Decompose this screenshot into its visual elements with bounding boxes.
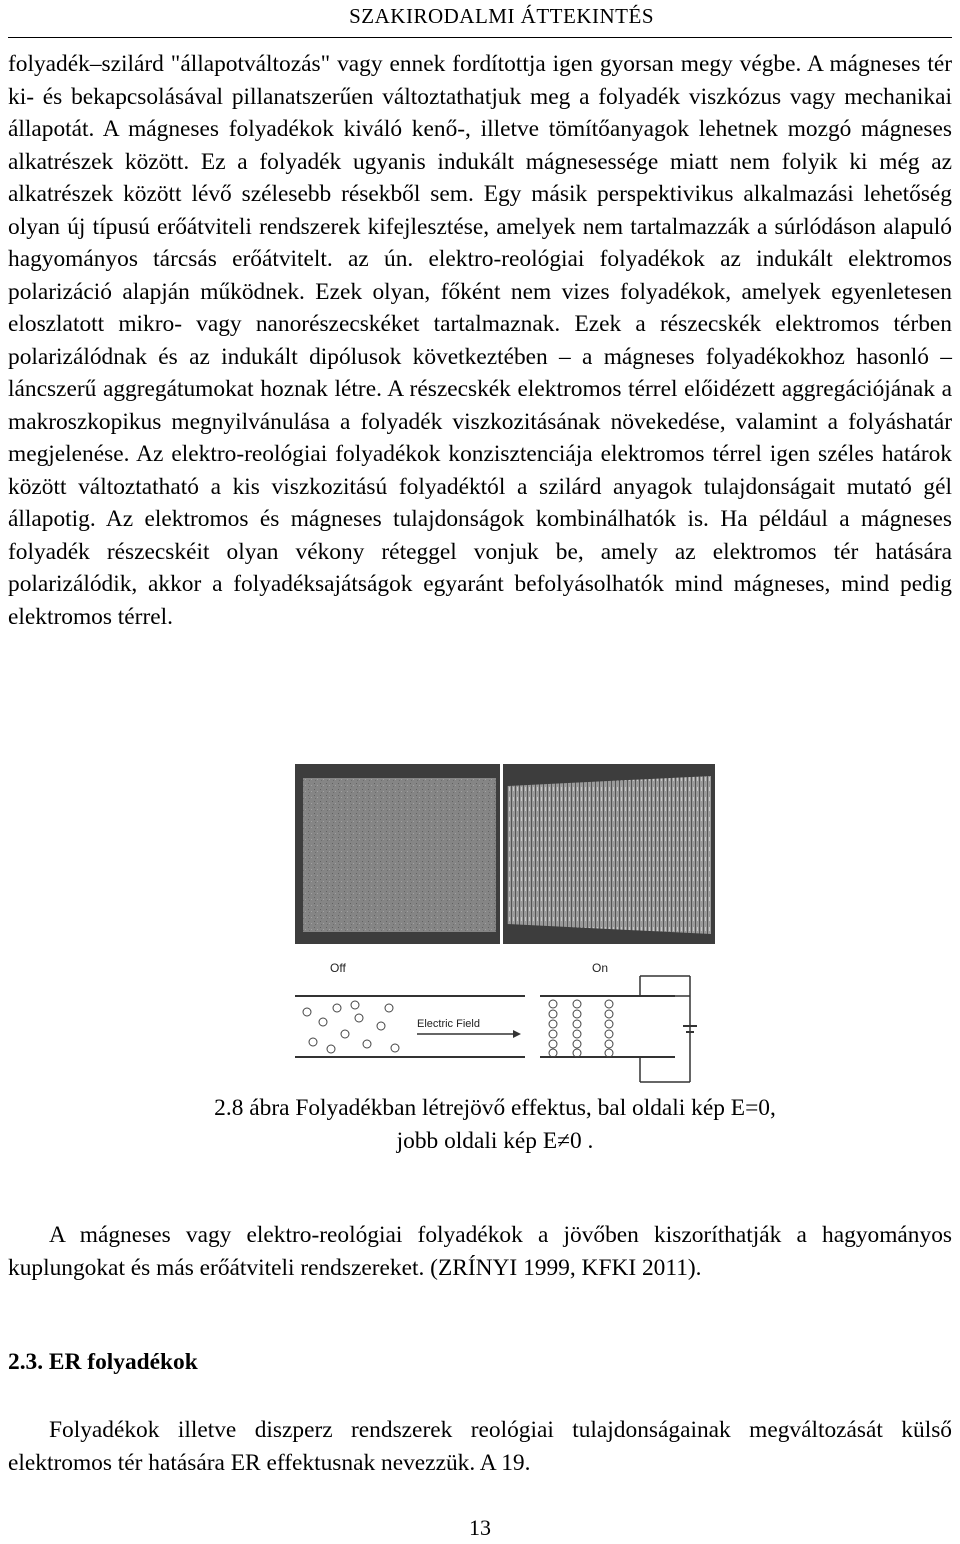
caption-line-2: jobb oldali kép E≠0 . xyxy=(396,1127,594,1154)
figure-caption xyxy=(100,1092,890,1157)
paragraph-2-block xyxy=(8,1219,952,1284)
caption-line-1: 2.8 ábra Folyadékban létrejövő effektus, bal oldali kép E=0, xyxy=(214,1095,776,1121)
paragraph-3: Folyadékok illetve diszperz rendszerek reológiai tulajdonságainak megváltozását külső elektromos tér hatására ER effektusnak nevezzük. A 19. xyxy=(8,1417,952,1476)
section-heading: 2.3. ER folyadékok xyxy=(8,1349,198,1375)
page-number: 13 xyxy=(469,1515,491,1540)
figure-2-8 xyxy=(295,764,715,1089)
label-on: On xyxy=(592,961,609,975)
micrograph-off xyxy=(295,764,500,944)
label-off: Off xyxy=(330,961,346,975)
running-header: SZAKIRODALMI ÁTTEKINTÉS xyxy=(349,4,654,28)
paragraph-1: folyadék–szilárd "állapotváltozás" vagy ennek fordítottja igen gyorsan megy végbe. A mágneses tér ki- és bekapcsolásával pillanatszerűen változtathatjuk meg a folyadék viszkózus vagy mechanikai állapotát. A mágneses folyadékok kiváló kenő-, illetve tömítőanyagok lehetnek mozgó mágneses alkatrészek között. Ez a folyadék ugyanis indukált mágnesessége miatt nem folyik ki még az alkatrészek között lévő szélesebb résekből sem. Egy másik perspektivikus alkalmazási lehetőség olyan új típusú erőátviteli rendszerek kifejlesztése, amelyek nem tartalmazzák a súrlódáson alapuló hagyományos tárcsás erőátvitelt. az ún. elektro-reológiai folyadékok az indukált elektromos polarizáció alapján működnek. Ezek olyan, főként nem vizes folyadékok, amelyek egyenletesen eloszlatott mikro- vagy nanorészecskéket tartalmaznak. Ezek a részecskék elektromos térben polarizálódnak és az indukált dipólusok következtében – a mágneses folyadékokhoz hasonló – láncszerű aggregátumokat hoznak létre. A részecskék elektromos térrel előidézett aggregációjának a makroszkopikus megnyilvánulása a folyadék viszkozitásának növekedése, valamint a folyáshatár megjelenése. Az elektro-reológiai folyadékok konzisztenciája elektromos térrel igen széles határok között változtatható a kis viszkozitású folyadéktól a szilárd anyagok tulajdonságait mutató gél állapotig. Az elektromos és mágneses tulajdonságok kombinálhatók is. Ha például a mágneses folyadék részecskéit olyan vékony réteggel vonjuk be, amely az elektromos tér hatására polarizálódik, akkor a folyadéksajátságok egyaránt befolyásolhatók mind mágneses, mind pedig elektromos térrel. xyxy=(8,51,952,630)
schematic xyxy=(295,961,697,1082)
paragraph-2: A mágneses vagy elektro-reológiai folyadékok a jövőben kiszoríthatják a hagyományos kuplungokat és más erőátviteli rendszereket. (ZRÍNYI 1999, KFKI 2011). xyxy=(8,1222,952,1281)
body-text xyxy=(8,48,952,633)
micrograph-on xyxy=(503,764,715,944)
label-electric-field: Electric Field xyxy=(417,1018,480,1030)
header-divider xyxy=(8,37,952,38)
figure-illustration xyxy=(295,764,715,1089)
